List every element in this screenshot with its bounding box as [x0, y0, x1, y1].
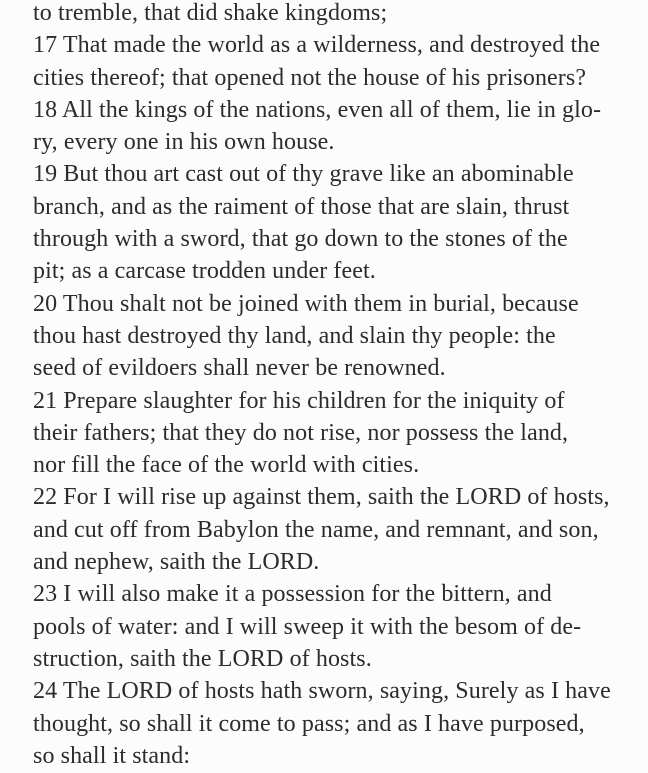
text-line: seed of evildoers shall never be renowned.: [33, 355, 446, 382]
text-line: and cut off from Babylon the name, and remnant, and son,: [33, 516, 599, 543]
text-line: 24 The LORD of hosts hath sworn, saying, Surely as I have: [33, 678, 611, 705]
text-line: 18 All the kings of the nations, even all of them, lie in glo-: [33, 96, 602, 123]
text-line: 23 I will also make it a possession for the bittern, and: [33, 581, 552, 608]
text-line: their fathers; that they do not rise, nor possess the land,: [33, 419, 569, 446]
scripture-text-block: [33, 0, 638, 772]
text-line: and nephew, saith the LORD.: [33, 549, 320, 576]
text-line: thou hast destroyed thy land, and slain thy people: the: [33, 322, 556, 349]
text-line: 17 That made the world as a wilderness, and destroyed the: [33, 32, 601, 59]
text-line: through with a sword, that go down to the stones of the: [33, 226, 568, 253]
text-line: branch, and as the raiment of those that are slain, thrust: [33, 193, 570, 220]
text-line: 20 Thou shalt not be joined with them in burial, because: [33, 290, 579, 317]
text-line: thought, so shall it come to pass; and as I have purposed,: [33, 710, 585, 737]
text-line: pit; as a carcase trodden under feet.: [33, 258, 376, 285]
text-line: pools of water: and I will sweep it with the besom of de-: [33, 613, 582, 640]
text-line: nor fill the face of the world with cities.: [33, 452, 420, 479]
text-line: 22 For I will rise up against them, saith the LORD of hosts,: [33, 484, 610, 511]
text-line: so shall it stand:: [33, 742, 191, 769]
text-line: to tremble, that did shake kingdoms;: [33, 0, 388, 26]
text-line: 19 But thou art cast out of thy grave like an abominable: [33, 161, 574, 188]
text-line: 21 Prepare slaughter for his children for the iniquity of: [33, 387, 565, 414]
text-line: struction, saith the LORD of hosts.: [33, 645, 372, 672]
text-line: cities thereof; that opened not the house of his prisoners?: [33, 64, 587, 91]
text-line: ry, every one in his own house.: [33, 129, 335, 156]
